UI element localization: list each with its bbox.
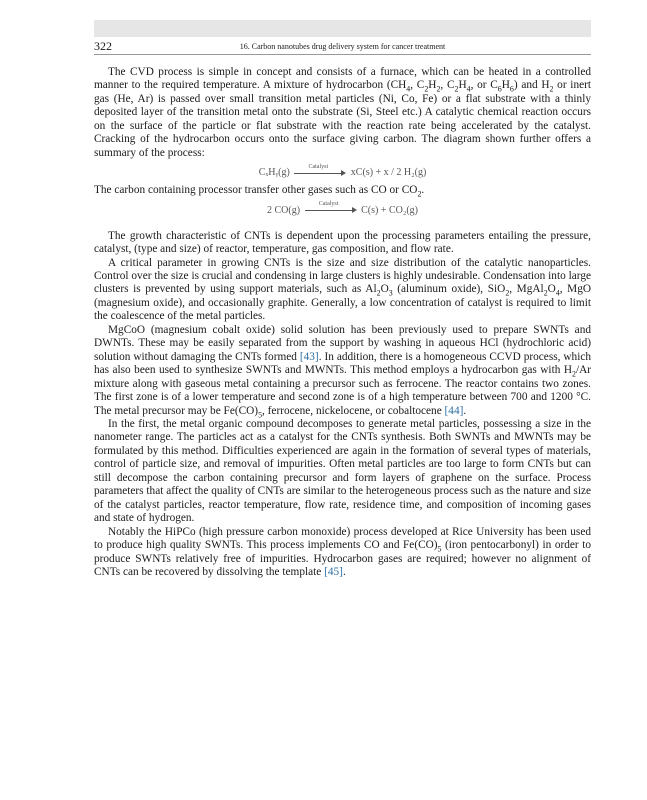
reaction-arrow-icon	[305, 201, 357, 215]
paragraph-cvd-process: The CVD process is simple in concept and consists of a furnace, which can be heated in a controlled manner to the required temperature. A mixture of hydrocarbon ($CH_4$, $C_2H_2$, $C_2H_4$, or $C_6H_6$) and $H_2$ or inert gas (He, Ar) is passed over small transition metal particles (Ni, Co, Fe) or a flat substrate with a thinly deposited layer of the transition metal onto the substrate (Si, Steel etc.) A catalytic chemical reaction occurs on the surface of the particle or flat substrate with the reaction rate being accelerated by the catalyst. Cracking of the hydrocarbon occurs onto the surface giving carbon. The diagram shown further offers a summary of the process:	[94, 66, 592, 159]
running-title: 16. Carbon nanotubes drug delivery system for cancer treatment	[239, 42, 446, 51]
reaction-arrow-icon	[294, 163, 346, 178]
catalyst-label: Catalyst	[308, 163, 329, 170]
paragraph-growth-characteristics: The growth characteristic of CNTs is dependent upon the processing parameters entailing the pressure, catalyst, (type and size) of reactor, temperature, gas composition, and flow rate.	[94, 229, 591, 256]
citation-link[interactable]: [43]	[299, 350, 319, 363]
page-number: 322	[94, 39, 112, 53]
paragraph-carbon-gases: The carbon containing processor transfer other gases such as CO or $CO_2$.	[94, 184, 425, 199]
equation-hydrocarbon-cracking	[94, 160, 591, 184]
paragraph-mgcoo: MgCoO (magnesium cobalt oxide) solid solution has been previously used to prepare SWNTs and DWNTs. These may be easily separated from the support by washing in aqueous HCl (hydrochloric acid) solution without damaging the CNTs formed [43]. In addition, there is a homogeneous CCVD process, which has also been used to synthesize SWNTs and MWNTs. This method employs a hydrocarbon gas with $H_2/Ar$ mixture along with gaseous metal containing a precursor such as ferrocene. The reactor contains two zones. The first zone is of a lower temperature and second zone is of a high temperature between 700 and 1200 °C. The metal precursor may be $Fe(CO)_5$, ferrocene, nickelocene, or cobaltocene [44].	[94, 323, 592, 419]
equation-1-products: xC(s) + x / 2 H₂(g)	[350, 167, 427, 179]
equation-1-reactants: CₓHᵧ(g)	[258, 167, 290, 179]
catalyst-label: Catalyst	[318, 201, 339, 208]
paragraph-metal-organic: In the first, the metal organic compound decomposes to generate metal particles, possessing a size in the nanometer range. The particles act as a catalyst for the CNTs synthesis. Both SWNTs and MWNTs may be formulated by this method. Difficulties experienced are again in the formation of several types of materials, control of particle size, and removal of impurities. Often metal particles are too large to form CNTs but can still decompose the carbon containing precursor and form layers of graphene on the surface. Process parameters that affect the quality of CNTs are similar to the heterogeneous process such as the nature and size of the catalyst particles, reactor temperature, flow rate, residence time, and composition of incoming gases and state of hydrogen.	[94, 417, 591, 525]
equation-co-disproportionation	[94, 198, 591, 222]
page-header	[94, 38, 591, 55]
paragraph-catalyst-size: A critical parameter in growing CNTs is the size and size distribution of the catalytic nanoparticles. Control over the size is crucial and condensing in large clusters is highly undesirable. Condensation into large clusters is prevented by using support materials, such as $Al_2O_3$ (aluminum oxide), SiO$_2$, $MgAl_2O_4$, MgO (magnesium oxide), and occasionally graphite. Generally, a low concentration of catalyst is required to limit the coalescence of the metal particles.	[94, 256, 592, 323]
citation-link[interactable]: [44]	[444, 404, 464, 417]
equation-2-products: C(s) + CO₂(g)	[361, 204, 418, 216]
top-gray-bar	[94, 20, 591, 37]
body-text	[94, 66, 591, 579]
paragraph-hipco: Notably the HiPCo (high pressure carbon monoxide) process developed at Rice University has been used to produce high quality SWNTs. This process implements CO and $Fe(CO)_5$ (iron pentocarbonyl) in order to produce SWNTs relatively free of impurities. Hydrocarbon gases are required; however no alignment of CNTs can be recovered by dissolving the template [45].	[94, 525, 591, 578]
citation-link[interactable]: [45]	[324, 565, 343, 578]
equation-2-reactants: 2 CO(g)	[267, 204, 301, 216]
